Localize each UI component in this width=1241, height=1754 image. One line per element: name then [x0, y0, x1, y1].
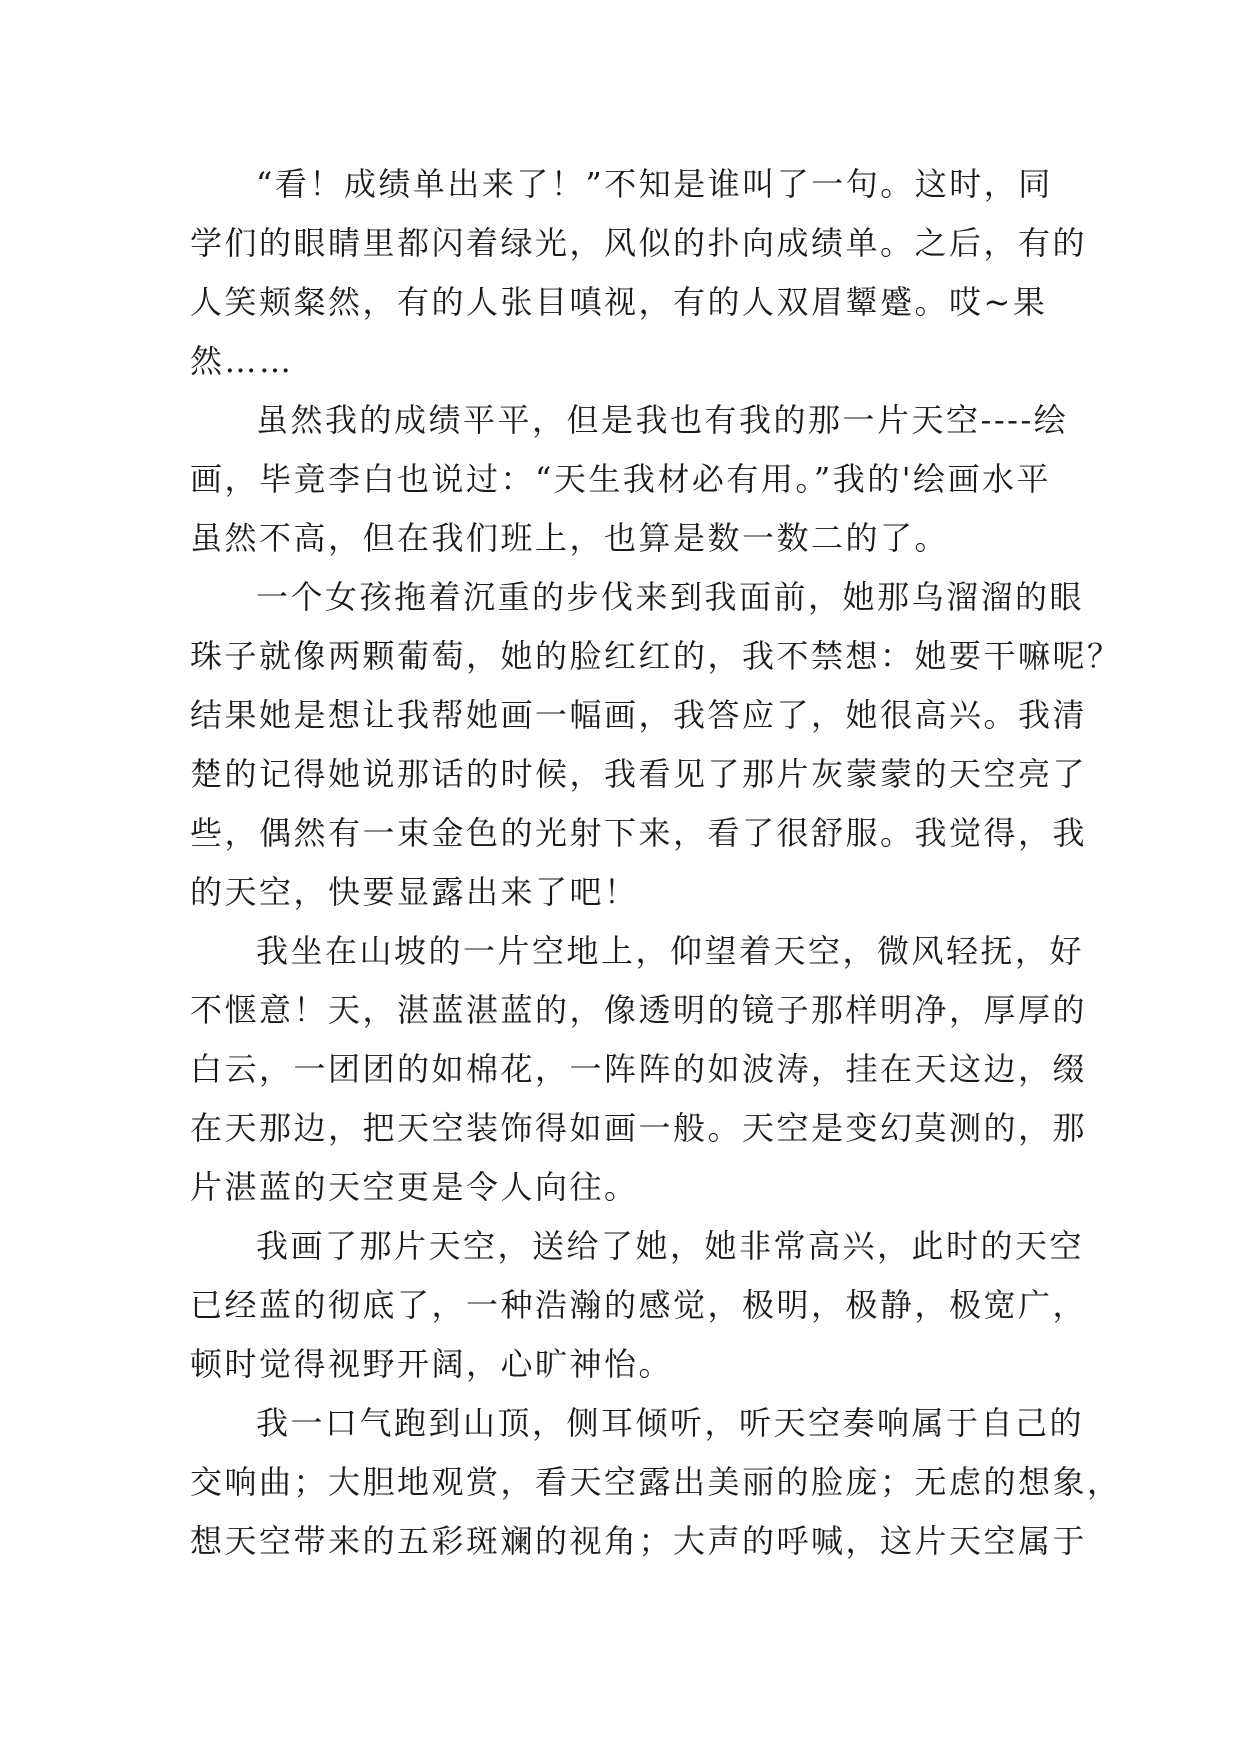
text-line: 一个女孩拖着沉重的步伐来到我面前，她那乌溜溜的眼: [256, 578, 1085, 616]
text-line: 白云，一团团的如棉花，一阵阵的如波涛，挂在天这边，缀: [190, 1050, 1088, 1088]
text-line: 已经蓝的彻底了，一种浩瀚的感觉，极明，极静，极宽广，: [190, 1286, 1088, 1324]
text-line: 不惬意！天，湛蓝湛蓝的，像透明的镜子那样明净，厚厚的: [190, 991, 1088, 1029]
text-line: 我坐在山坡的一片空地上，仰望着天空，微风轻抚，好: [256, 932, 1085, 970]
text-line: 交响曲；大胆地观赏，看天空露出美丽的脸庞；无虑的想象，: [190, 1463, 1122, 1501]
text-line: 结果她是想让我帮她画一幅画，我答应了，她很高兴。我清: [190, 696, 1088, 734]
text-line: “看！成绩单出来了！”不知是谁叫了一句。这时，同: [256, 165, 1053, 203]
text-line: 楚的记得她说那话的时候，我看见了那片灰蒙蒙的天空亮了: [190, 755, 1088, 793]
text-line: 虽然我的成绩平平，但是我也有我的那一片天空----绘: [256, 401, 1069, 439]
text-line: 在天那边，把天空装饰得如画一般。天空是变幻莫测的，那: [190, 1109, 1088, 1147]
essay-body: [190, 155, 1122, 1571]
text-line: 然……: [190, 342, 294, 380]
text-line: 我画了那片天空，送给了她，她非常高兴，此时的天空: [256, 1227, 1085, 1265]
text-line: 学们的眼睛里都闪着绿光，风似的扑向成绩单。之后，有的: [190, 224, 1088, 262]
text-line: 画，毕竟李白也说过：“天生我材必有用。”我的'绘画水平: [190, 460, 1052, 498]
text-line: 珠子就像两颗葡萄，她的脸红红的，我不禁想：她要干嘛呢？: [190, 637, 1122, 675]
text-line: 想天空带来的五彩斑斓的视角；大声的呼喊，这片天空属于: [190, 1522, 1088, 1560]
text-line: 顿时觉得视野开阔，心旷神怡。: [190, 1345, 674, 1383]
text-line: 的天空，快要显露出来了吧！: [190, 873, 639, 911]
text-line: 人笑颊粲然，有的人张目嗔视，有的人双眉颦蹙。哎~果: [190, 283, 1048, 321]
text-line: 些，偶然有一束金色的光射下来，看了很舒服。我觉得，我: [190, 814, 1088, 852]
text-line: 虽然不高，但在我们班上，也算是数一数二的了。: [190, 519, 950, 557]
text-line: 我一口气跑到山顶，侧耳倾听，听天空奏响属于自己的: [256, 1404, 1085, 1442]
text-line: 片湛蓝的天空更是令人向往。: [190, 1168, 639, 1206]
